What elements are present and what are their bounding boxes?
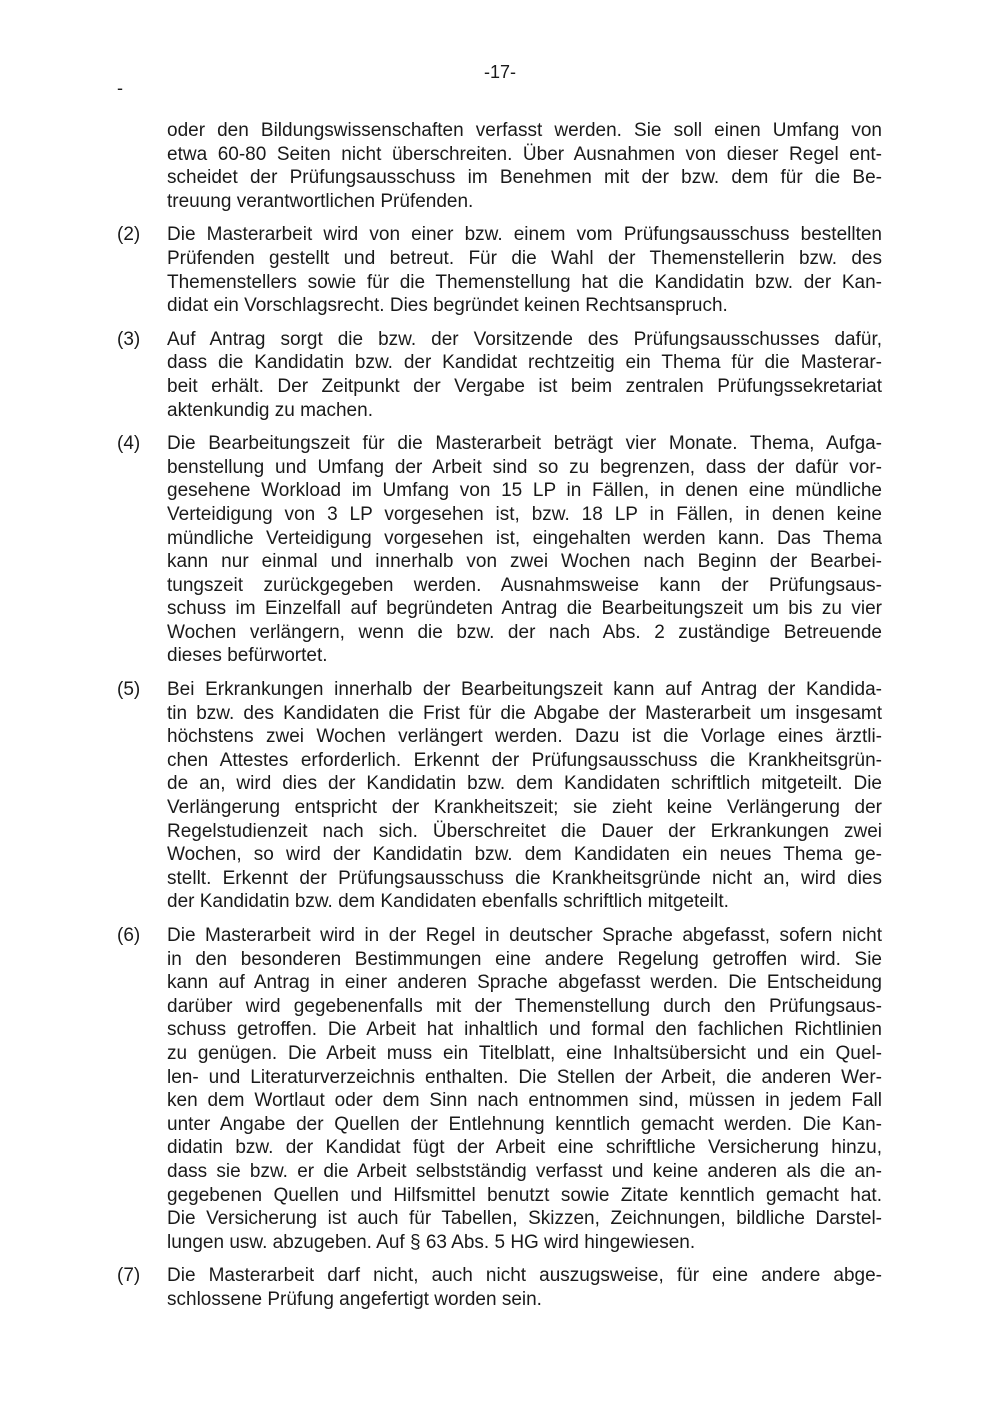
- text-line: Regelstudienzeit nach sich. Überschreitet die Dauer der Erkrankungen zwei: [167, 820, 882, 842]
- text-line: benstellung und Umfang der Arbeit sind so zu begrenzen, dass der dafür vor-: [167, 456, 882, 478]
- text-line: Die Versicherung ist auch für Tabellen, Skizzen, Zeichnungen, bildliche Darstel-: [167, 1208, 882, 1230]
- text-line: schuss im Einzelfall auf begründeten Antrag die Bearbeitungszeit um bis zu vier: [167, 598, 882, 620]
- paragraph: [117, 432, 882, 668]
- text-line: Bei Erkrankungen innerhalb der Bearbeitungszeit kann auf Antrag der Kandida-: [167, 679, 882, 701]
- text-line: ken dem Wortlaut oder dem Sinn nach entnommen sind, müssen in jedem Fall: [167, 1090, 882, 1112]
- text-line: schlossene Prüfung angefertigt worden sein.: [167, 1288, 542, 1310]
- document-body: [117, 119, 882, 1322]
- text-line: gesehene Workload im Umfang von 15 LP in Fällen, in denen eine mündliche: [167, 480, 882, 502]
- text-line: höchstens zwei Wochen verlängert werden. Dazu ist die Vorlage eines ärztli-: [167, 726, 882, 748]
- text-line: dieses befürwortet.: [167, 645, 328, 667]
- text-line: etwa 60-80 Seiten nicht überschreiten. Über Ausnahmen von dieser Regel ent-: [167, 143, 882, 165]
- text-line: de an, wird dies der Kandidatin bzw. dem Kandidaten schriftlich mitgeteilt. Die: [167, 773, 882, 795]
- text-line: Wochen, so wird der Kandidatin bzw. dem Kandidaten ein neues Thema ge-: [167, 844, 882, 866]
- text-line: Die Masterarbeit wird in der Regel in deutscher Sprache abgefasst, sofern nicht: [167, 925, 882, 946]
- text-line: treuung verantwortlichen Prüfenden.: [167, 190, 474, 212]
- text-line: stellt. Erkennt der Prüfungsausschuss die Krankheitsgründe nicht an, wird dies: [167, 867, 882, 889]
- paragraph: [117, 119, 882, 213]
- text-line: beit erhält. Der Zeitpunkt der Vergabe ist beim zentralen Prüfungssekretariat: [167, 375, 882, 397]
- text-line: in den besonderen Bestimmungen eine andere Regelung getroffen wird. Sie: [167, 948, 882, 970]
- text-line: Prüfenden gestellt und betreut. Für die Wahl der Themenstellerin bzw. des: [167, 247, 882, 269]
- text-line: Verlängerung entspricht der Krankheitszeit; sie zieht keine Verlängerung der: [167, 797, 882, 819]
- text-line: didat ein Vorschlagsrecht. Dies begründet keinen Rechtsanspruch.: [167, 295, 728, 317]
- text-line: kann nur einmal und innerhalb von zwei Wochen nach Beginn der Bearbei-: [167, 551, 882, 573]
- paragraph-number: (6): [117, 925, 141, 946]
- text-line: chen Attestes erforderlich. Erkennt der Prüfungsausschuss die Krankheitsgrün-: [167, 749, 882, 771]
- paragraph-number: (3): [117, 328, 141, 350]
- text-line: Die Masterarbeit darf nicht, auch nicht auszugsweise, für eine andere abge-: [167, 1265, 882, 1287]
- text-line: kann auf Antrag in einer anderen Sprache abgefasst werden. Die Entscheidung: [167, 972, 882, 994]
- text-line: oder den Bildungswissenschaften verfasst werden. Sie soll einen Umfang von: [167, 120, 882, 141]
- paragraph-number: (4): [117, 433, 141, 455]
- paragraph: [117, 678, 882, 914]
- text-line: Themenstellers sowie für die Themenstellung hat die Kandidatin bzw. der Kan-: [167, 271, 882, 293]
- paragraph: [117, 924, 882, 1254]
- paragraph-number: (2): [117, 224, 141, 246]
- text-line: len- und Literaturverzeichnis enthalten. Die Stellen der Arbeit, die anderen Wer-: [167, 1066, 882, 1088]
- paragraph-number: (5): [117, 679, 141, 701]
- text-line: unter Angabe der Quellen der Entlehnung kenntlich gemacht werden. Die Kan-: [167, 1113, 882, 1135]
- margin-mark: -: [117, 78, 123, 98]
- text-line: lungen usw. abzugeben. Auf § 63 Abs. 5 HG wird hingewiesen.: [167, 1231, 696, 1253]
- text-line: schuss getroffen. Die Arbeit hat inhaltlich und formal den fachlichen Richtlinien: [167, 1019, 882, 1041]
- text-line: zu genügen. Die Arbeit muss ein Titelblatt, eine Inhaltsübersicht und ein Quel-: [167, 1042, 882, 1064]
- text-line: gegebenen Quellen und Hilfsmittel benutzt sowie Zitate kenntlich gemacht hat.: [167, 1184, 882, 1206]
- paragraph: [117, 223, 882, 317]
- text-line: darüber wird gegebenenfalls mit der Themenstellung durch den Prüfungsaus-: [167, 995, 882, 1017]
- text-line: scheidet der Prüfungsausschuss im Benehmen mit der bzw. dem für die Be-: [167, 167, 882, 189]
- text-line: mündliche Verteidigung vorgesehen ist, eingehalten werden kann. Das Thema: [167, 527, 882, 549]
- text-line: der Kandidatin bzw. dem Kandidaten ebenfalls schriftlich mitgeteilt.: [167, 891, 729, 913]
- text-line: didatin bzw. der Kandidat fügt der Arbeit eine schriftliche Versicherung hinzu,: [167, 1137, 882, 1159]
- page-number: -17-: [483, 62, 516, 82]
- text-line: tin bzw. des Kandidaten die Frist für die Abgabe der Masterarbeit um insgesamt: [167, 702, 882, 724]
- text-line: Die Masterarbeit wird von einer bzw. einem vom Prüfungsausschuss bestellten: [167, 224, 882, 246]
- text-line: aktenkundig zu machen.: [167, 399, 373, 421]
- paragraph-number: (7): [117, 1265, 141, 1287]
- text-line: Verteidigung von 3 LP vorgesehen ist, bzw. 18 LP in Fällen, in denen keine: [167, 503, 882, 525]
- paragraph: [117, 1264, 882, 1311]
- paragraph: [117, 328, 882, 422]
- text-line: tungszeit zurückgegeben werden. Ausnahmsweise kann der Prüfungsaus-: [167, 574, 882, 596]
- text-line: Wochen verlängern, wenn die bzw. der nach Abs. 2 zuständige Betreuende: [167, 621, 882, 643]
- text-line: dass die Kandidatin bzw. der Kandidat rechtzeitig ein Thema für die Masterar-: [167, 352, 882, 374]
- text-line: dass sie bzw. er die Arbeit selbstständig verfasst und keine anderen als die an-: [167, 1160, 882, 1182]
- text-line: Auf Antrag sorgt die bzw. der Vorsitzende des Prüfungsausschusses dafür,: [167, 328, 882, 350]
- text-line: Die Bearbeitungszeit für die Masterarbeit beträgt vier Monate. Thema, Aufga-: [167, 433, 882, 455]
